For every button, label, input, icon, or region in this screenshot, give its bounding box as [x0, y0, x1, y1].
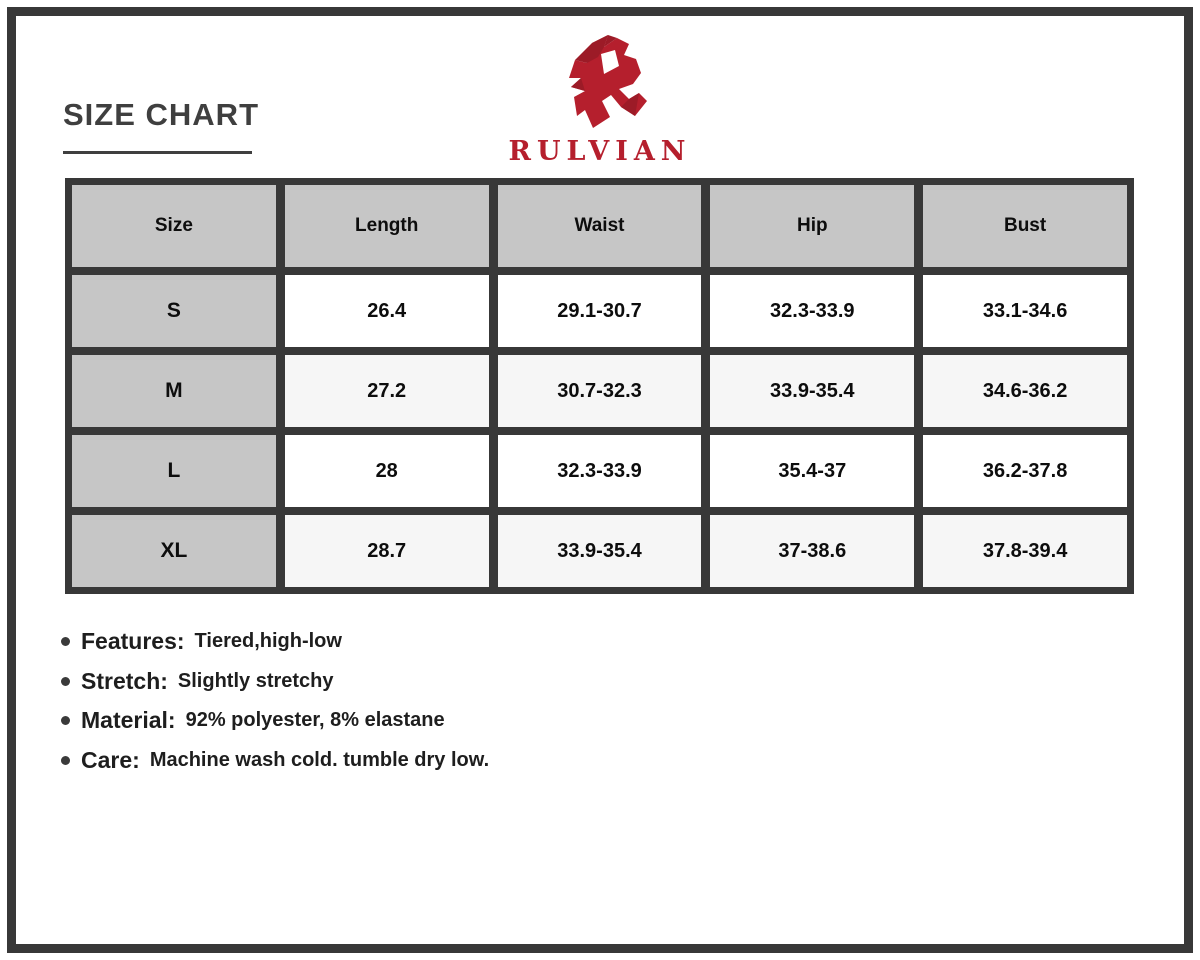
detail-label: Material:: [81, 707, 176, 734]
column-header-hip: Hip: [710, 185, 914, 267]
table-cell: 33.9-35.4: [498, 515, 702, 587]
column-header-length: Length: [285, 185, 489, 267]
brand-r-icon: [549, 33, 651, 133]
page-title: SIZE CHART: [63, 97, 259, 132]
detail-label: Features:: [81, 628, 185, 655]
bullet-icon: [61, 756, 70, 765]
column-header-bust: Bust: [923, 185, 1127, 267]
detail-stretch: [61, 662, 489, 702]
bullet-icon: [61, 677, 70, 686]
column-header-size: Size: [72, 185, 276, 267]
size-label-cell: L: [72, 435, 276, 507]
size-label-cell: M: [72, 355, 276, 427]
detail-material: [61, 701, 489, 741]
column-header-waist: Waist: [498, 185, 702, 267]
brand-wordmark: RULVIAN: [508, 136, 692, 167]
table-cell: 28.7: [285, 515, 489, 587]
detail-value: Tiered,high-low: [194, 630, 342, 653]
product-details-list: [61, 622, 489, 780]
detail-value: 92% polyester, 8% elastane: [185, 709, 445, 732]
table-cell: 37.8-39.4: [923, 515, 1127, 587]
size-label-cell: XL: [72, 515, 276, 587]
detail-label: Care:: [81, 746, 140, 773]
table-cell: 28: [285, 435, 489, 507]
table-cell: 37-38.6: [710, 515, 914, 587]
table-cell: 33.9-35.4: [710, 355, 914, 427]
detail-value: Machine wash cold. tumble dry low.: [149, 748, 490, 771]
bullet-icon: [61, 637, 70, 646]
table-cell: 30.7-32.3: [498, 355, 702, 427]
table-cell: 32.3-33.9: [498, 435, 702, 507]
size-table: [65, 178, 1134, 594]
detail-care: [61, 741, 489, 781]
size-label-cell: S: [72, 275, 276, 347]
detail-features: [61, 622, 489, 662]
bullet-icon: [61, 716, 70, 725]
detail-value: Slightly stretchy: [177, 669, 334, 692]
table-cell: 35.4-37: [710, 435, 914, 507]
table-cell: 27.2: [285, 355, 489, 427]
table-cell: 26.4: [285, 275, 489, 347]
table-cell: 32.3-33.9: [710, 275, 914, 347]
detail-label: Stretch:: [81, 667, 168, 694]
table-cell: 34.6-36.2: [923, 355, 1127, 427]
table-cell: 29.1-30.7: [498, 275, 702, 347]
table-cell: 33.1-34.6: [923, 275, 1127, 347]
table-cell: 36.2-37.8: [923, 435, 1127, 507]
brand-logo: [0, 33, 1200, 167]
